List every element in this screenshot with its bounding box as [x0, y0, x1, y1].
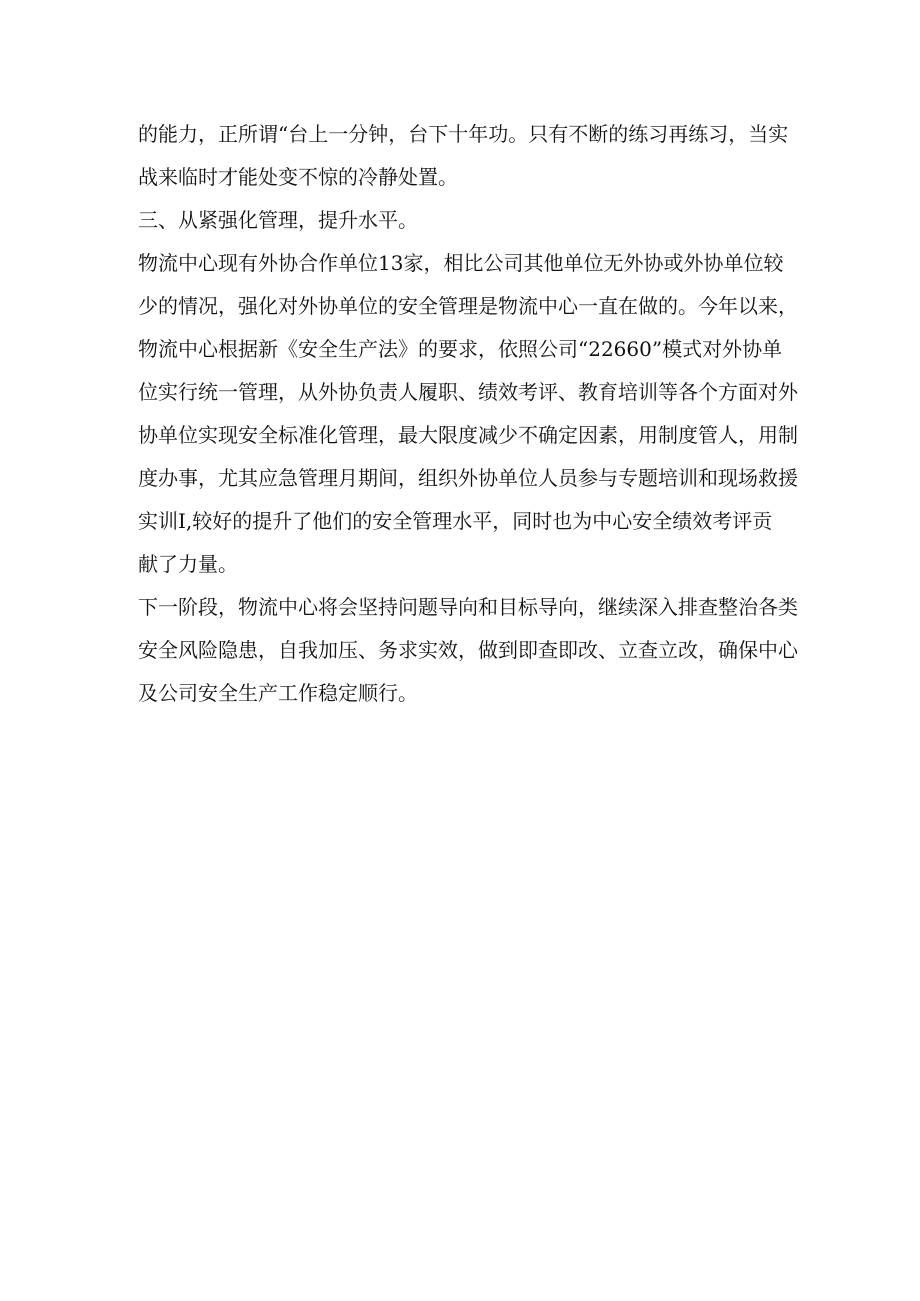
- text-line: 的能力，正所谓“台上一分钟，台下十年功。只有不断的练习再练习，当实: [138, 122, 789, 146]
- text-line: 安全风险隐患，自我加压、务求实效，做到即查即改、立查立改，确保中心: [138, 638, 798, 662]
- text-line: 位实行统一管理，从外协负责人履职、绩效考评、教育培训等各个方面对外: [138, 380, 798, 404]
- document-body: [138, 113, 798, 715]
- text-line: 献了力量。: [138, 552, 238, 576]
- text-line: 少的情况，强化对外协单位的安全管理是物流中心一直在做的。今年以来，: [138, 294, 798, 318]
- paragraph-outsourcing-management: [138, 242, 798, 586]
- text-line: 三、从紧强化管理，提升水平。: [138, 208, 418, 232]
- text-line: 实训I,较好的提升了他们的安全管理水平，同时也为中心安全绩效考评贡: [138, 509, 773, 533]
- text-line: 下一阶段，物流中心将会坚持问题导向和目标导向，继续深入排查整治各类: [138, 595, 798, 619]
- text-line: 物流中心现有外协合作单位13家，相比公司其他单位无外协或外协单位较: [138, 251, 784, 275]
- paragraph-next-stage: [138, 586, 798, 715]
- text-line: 战来临时才能处变不惊的冷静处置。: [138, 165, 458, 189]
- paragraph-continuation: [138, 113, 798, 199]
- text-line: 协单位实现安全标准化管理，最大限度减少不确定因素，用制度管人，用制: [138, 423, 798, 447]
- text-line: 物流中心根据新《安全生产法》的要求，依照公司“22660”模式对外协单: [138, 337, 783, 361]
- text-line: 度办事，尤其应急管理月期间，组织外协单位人员参与专题培训和现场救援: [138, 466, 798, 490]
- section-heading: [138, 199, 798, 242]
- text-line: 及公司安全生产工作稳定顺行。: [138, 681, 418, 705]
